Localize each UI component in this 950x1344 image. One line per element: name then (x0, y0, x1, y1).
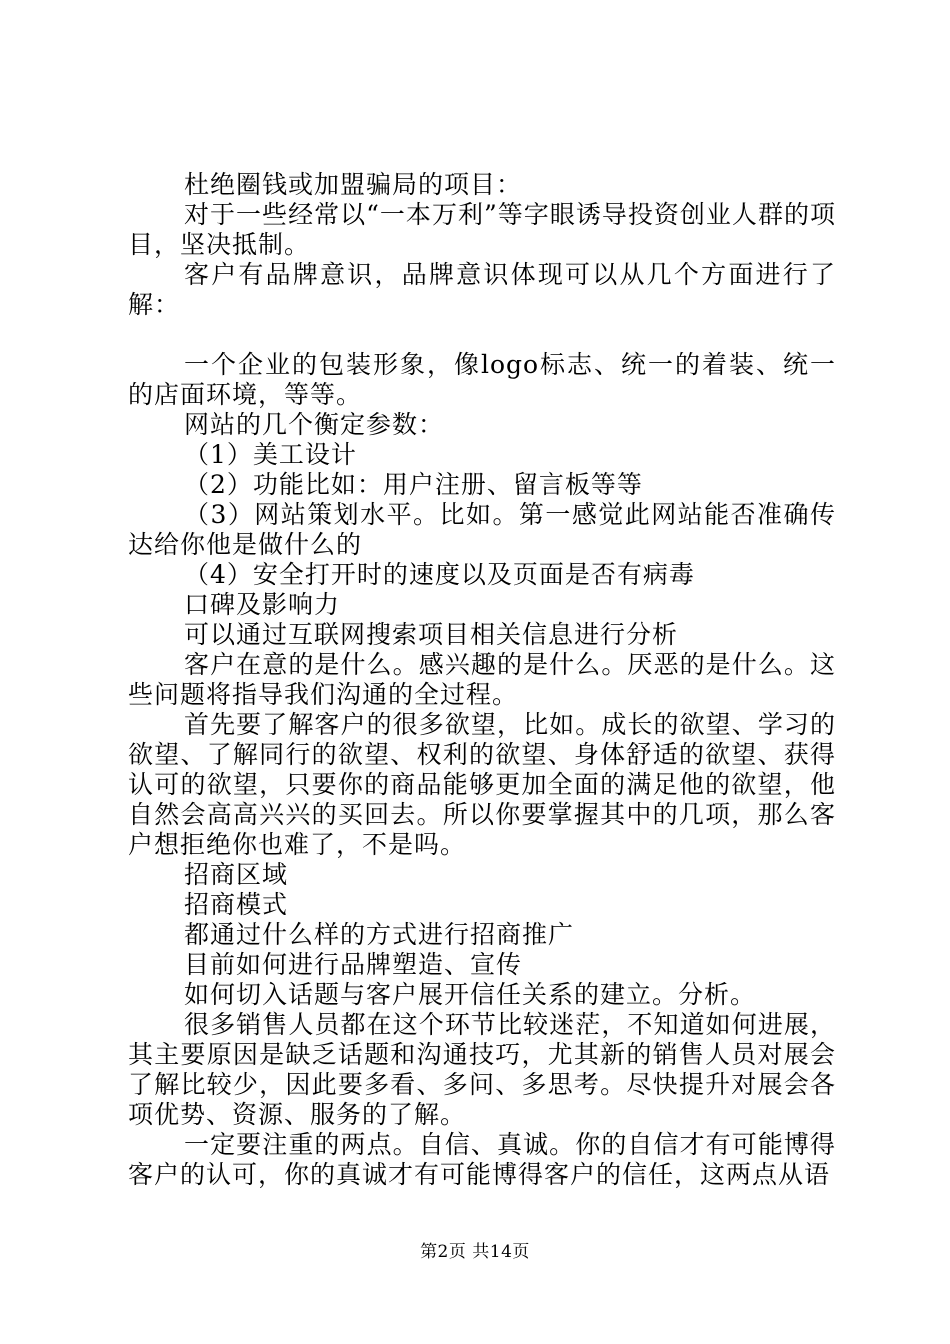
paragraph-investment-model: 招商模式 (184, 890, 289, 919)
paragraph-scam-projects-heading: 杜绝圈钱或加盟骗局的项目： (184, 170, 523, 199)
paragraph-brand-building: 目前如何进行品牌塑造、宣传 (184, 950, 523, 979)
paragraph-scam-projects-body: 对于一些经常以“一本万利”等字眼诱导投资创业人群的项目，坚决抵制。 (128, 200, 836, 259)
paragraph-internet-search: 可以通过互联网搜索项目相关信息进行分析 (184, 620, 679, 649)
paragraph-customer-concerns: 客户在意的是什么。感兴趣的是什么。厌恶的是什么。这些问题将指导我们沟通的全过程。 (128, 650, 836, 709)
list-item-planning-level: （3）网站策划水平。比如。第一感觉此网站能否准确传达给你他是做什么的 (128, 500, 836, 559)
paragraph-brand-image: 一个企业的包装形象，像logo标志、统一的着装、统一的店面环境，等等。 (128, 350, 836, 409)
document-body (128, 170, 836, 1190)
paragraph-confidence-sincerity: 一定要注重的两点。自信、真诚。你的自信才有可能博得客户的认可，你的真诚才有可能博得客户的信任，这两点从语 (128, 1130, 836, 1189)
list-item-security-speed: （4）安全打开时的速度以及页面是否有病毒 (184, 560, 695, 589)
paragraph-promotion-methods: 都通过什么样的方式进行招商推广 (184, 920, 575, 949)
paragraph-website-params-heading: 网站的几个衡定参数： (184, 410, 445, 439)
paragraph-trust-building-heading: 如何切入话题与客户展开信任关系的建立。分析。 (184, 980, 757, 1009)
paragraph-reputation-heading: 口碑及影响力 (184, 590, 341, 619)
paragraph-investment-region: 招商区域 (184, 860, 289, 889)
paragraph-sales-confusion: 很多销售人员都在这个环节比较迷茫，不知道如何进展，其主要原因是缺乏话题和沟通技巧，尤其新的销售人员对展会了解比较少，因此要多看、多问、多思考。尽快提升对展会各项优势、资源、服务的了解。 (128, 1010, 836, 1129)
page-number-footer: 第2页 共14页 (420, 1242, 530, 1262)
list-item-art-design: （1）美工设计 (184, 440, 357, 469)
paragraph-brand-awareness-heading: 客户有品牌意识，品牌意识体现可以从几个方面进行了解： (128, 260, 836, 319)
list-item-functions: （2）功能比如：用户注册、留言板等等 (184, 470, 643, 499)
paragraph-customer-desires: 首先要了解客户的很多欲望，比如。成长的欲望、学习的欲望、了解同行的欲望、权利的欲望、身体舒适的欲望、获得认可的欲望，只要你的商品能够更加全面的满足他的欲望，他自然会高高兴兴的买回去。所以你要掌握其中的几项，那么客户想拒绝你也难了，不是吗。 (128, 710, 836, 859)
